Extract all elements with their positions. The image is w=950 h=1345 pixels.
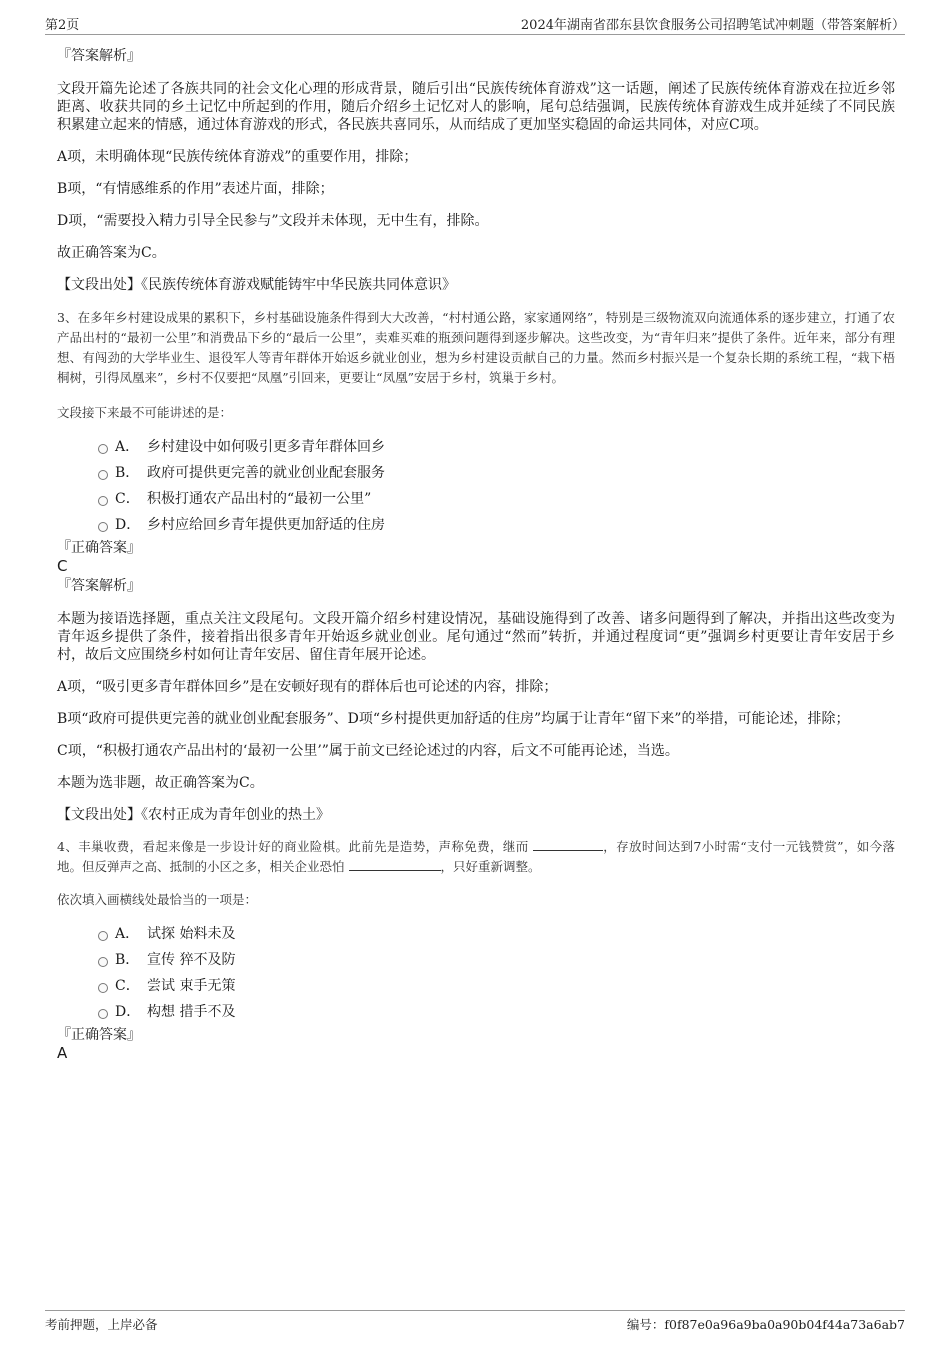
q2-option-d-note: D项，“需要投入精力引导全民参与”文段并未体现，无中生有，排除。 [57, 213, 489, 229]
q3-option-b[interactable]: B． 政府可提供更完善的就业创业配套服务 [57, 464, 895, 482]
q3-option-bd-note: B项“政府可提供更完善的就业创业配套服务”、D项“乡村提供更加舒适的住房”均属于让青年“留下来”的举措，可能论述，排除； [57, 711, 850, 727]
radio-icon[interactable] [98, 931, 108, 941]
q3-stem: 3、在多年乡村建设成果的累积下，乡村基础设施条件得到大大改善，“村村通公路，家家通网络”，特别是三级物流双向流通体系的逐步建立，打通了农产品出村的“最初一公里”和消费品下乡的“最后一公里”，卖难买难的瓶颈问题得到逐步解决。这些改变，为“青年归来”提供了条件。近年来，部分有理想、有闯劲的大学毕业生、退役军人等青年群体开始返乡就业创业，想为乡村建设贡献自己的力量。然而乡村振兴是一个复杂长期的系统工程，“栽下梧桐树，引得凤凰来”，乡村不仅要把“凤凰”引回来，更要让“凤凰”安居于乡村，筑巢于乡村。 [57, 310, 895, 385]
page-footer [45, 1310, 905, 1335]
q3-option-c[interactable]: C． 积极打通农产品出村的“最初一公里” [57, 490, 895, 508]
q4-option-d[interactable]: D． 构想 措手不及 [57, 1003, 895, 1021]
radio-icon[interactable] [98, 957, 108, 967]
radio-icon[interactable] [98, 1009, 108, 1019]
q4-answer-tag: 『正确答案』 [57, 1027, 141, 1043]
q3-option-c-note: C项，“积极打通农产品出村的‘最初一公里’”属于前文已经论述过的内容，后文不可能再论述，当选。 [57, 743, 679, 759]
q2-source: 【文段出处】《民族传统体育游戏赋能铸牢中华民族共同体意识》 [57, 277, 456, 293]
q2-analysis-text: 文段开篇先论述了各族共同的社会文化心理的形成背景，随后引出“民族传统体育游戏”这一话题，阐述了民族传统体育游戏在拉近乡邻距离、收获共同的乡土记忆中所起到的作用，随后介绍乡土记忆对人的影响，尾句总结强调，民族传统体育游戏生成并延续了不同民族积累建立起来的情感，通过体育游戏的形式，各民族共喜同乐，从而结成了更加坚实稳固的命运共同体，对应C项。 [57, 81, 895, 133]
q3-option-a[interactable]: A． 乡村建设中如何吸引更多青年群体回乡 [57, 438, 895, 456]
page-number: 第2页 [45, 18, 80, 33]
q3-option-d[interactable]: D． 乡村应给回乡青年提供更加舒适的住房 [57, 516, 895, 534]
q3-options [57, 438, 895, 534]
q3-analysis-text: 本题为接语选择题，重点关注文段尾句。文段开篇介绍乡村建设情况，基础设施得到了改善、诸多问题得到了解决，并指出这些改变为青年返乡提供了条件，接着指出很多青年开始返乡就业创业。尾句通过“然而”转折，并通过程度词“更”强调乡村更要让青年安居于乡村，故后文应围绕乡村如何让青年安居、留住青年展开论述。 [57, 611, 895, 663]
q4-option-a[interactable]: A． 试探 始料未及 [57, 925, 895, 943]
q4-stem: 4、丰巢收费，看起来像是一步设计好的商业险棋。此前先是造势，声称免费，继而 ，存放时间达到7小时需“支付一元钱赞赏”，如今落地。但反弹声之高、抵制的小区之多，相关企业恐怕 ，只好重新调整。 [57, 839, 895, 874]
q2-analysis-tag: 『答案解析』 [57, 48, 141, 64]
q3-analysis-tag: 『答案解析』 [57, 578, 141, 594]
q3-answer-tag: 『正确答案』 [57, 540, 141, 556]
q3-source: 【文段出处】《农村正成为青年创业的热土》 [57, 807, 330, 823]
radio-icon[interactable] [98, 444, 108, 454]
q4-option-c[interactable]: C． 尝试 束手无策 [57, 977, 895, 995]
q4-question: 依次填入画横线处最恰当的一项是： [57, 892, 258, 907]
document-title: 2024年湖南省邵东县饮食服务公司招聘笔试冲刺题（带答案解析） [520, 18, 905, 33]
radio-icon[interactable] [98, 522, 108, 532]
q2-conclusion: 故正确答案为C。 [57, 245, 166, 261]
radio-icon[interactable] [98, 496, 108, 506]
footer-slogan: 考前押题，上岸必备 [45, 1317, 158, 1332]
q3-question: 文段接下来最不可能讲述的是： [57, 405, 233, 420]
radio-icon[interactable] [98, 470, 108, 480]
document-code: 编号：f0f87e0a96a9ba0a90b04f44a73a6ab7 [626, 1317, 905, 1332]
q3-option-a-note: A项，“吸引更多青年群体回乡”是在安顿好现有的群体后也可论述的内容，排除； [57, 679, 558, 695]
q4-option-b[interactable]: B． 宣传 猝不及防 [57, 951, 895, 969]
q3-conclusion: 本题为选非题，故正确答案为C。 [57, 775, 264, 791]
q2-option-a-note: A项，未明确体现“民族传统体育游戏”的重要作用，排除； [57, 149, 418, 165]
page-header [45, 12, 905, 35]
radio-icon[interactable] [98, 983, 108, 993]
page-content [57, 46, 895, 1062]
q4-options [57, 925, 895, 1021]
q2-option-b-note: B项，“有情感维系的作用”表述片面，排除； [57, 181, 334, 197]
q4-answer: A [57, 1044, 68, 1062]
fill-blank-2 [349, 858, 441, 871]
fill-blank-1 [533, 838, 603, 851]
q3-answer: C [57, 557, 68, 575]
